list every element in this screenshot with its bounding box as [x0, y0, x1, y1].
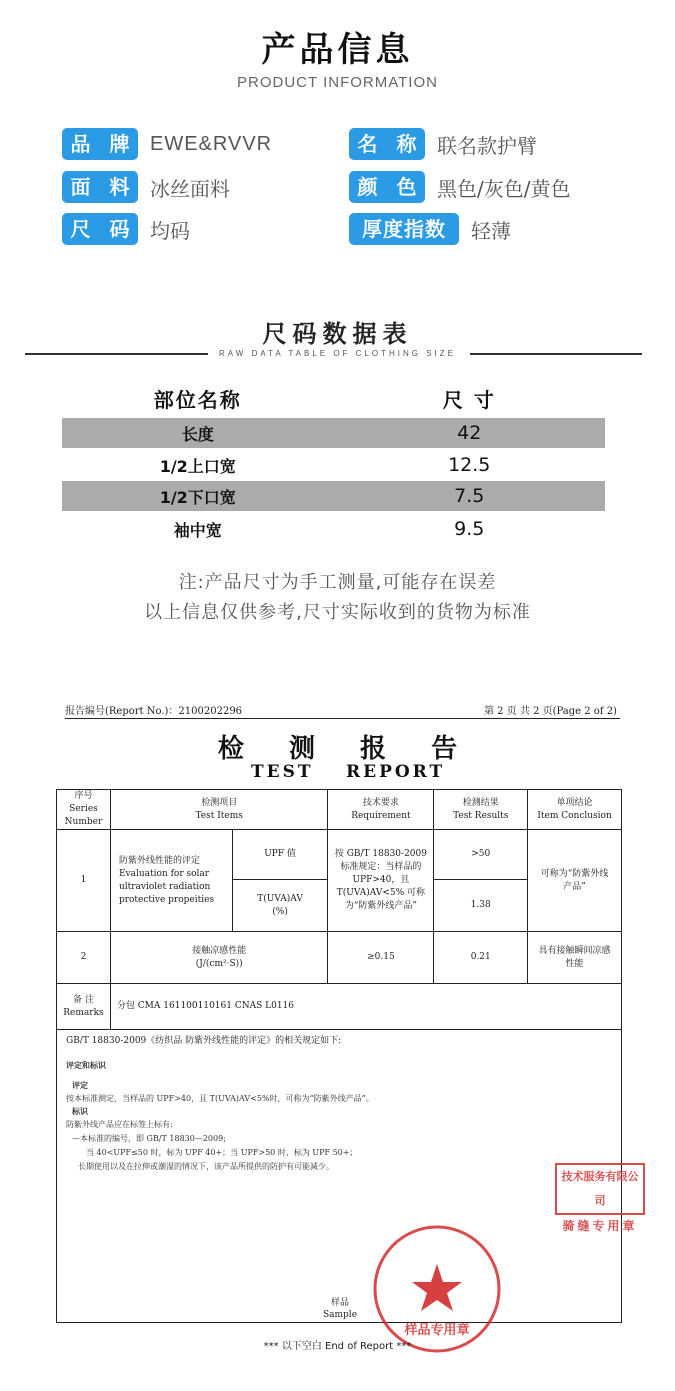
- row-size: 9.5: [454, 518, 485, 540]
- thickness-value: 轻薄: [471, 218, 511, 243]
- standard-line: 标识: [72, 1106, 88, 1116]
- row2-item: 接触凉感性能 (J/(cm²·S)): [110, 932, 328, 984]
- report-number: 报告编号(Report No.)：2100202296: [65, 706, 243, 717]
- brand-value: EWE&RVVR: [150, 132, 273, 155]
- end-of-report: *** 以下空白 End of Report ***: [263, 1341, 412, 1352]
- row-size: 12.5: [448, 454, 491, 476]
- table-row: [62, 514, 605, 544]
- name-label: 名 称: [349, 128, 425, 160]
- table-row: [62, 418, 605, 448]
- seal-round-text: 样品专用章: [404, 1323, 470, 1338]
- size-table-subtitle: RAW DATA TABLE OF CLOTHING SIZE: [218, 349, 457, 358]
- thickness-label: 厚度指数: [349, 213, 459, 245]
- report-page-info: 第 2 页 共 2 页(Page 2 of 2): [484, 706, 617, 717]
- color-value: 黑色/灰色/黄色: [437, 176, 571, 201]
- report-row-1a: [57, 830, 622, 880]
- row2-result: 0.21: [434, 932, 528, 984]
- standard-line: —本标准的编号，即 GB/T 18830—2009;: [72, 1134, 226, 1143]
- info-thickness: [349, 213, 511, 245]
- row-part: 长度: [181, 424, 214, 444]
- row-part: 1/2下口宽: [159, 487, 236, 507]
- size-table-title: 尺码数据表: [262, 320, 413, 348]
- col-part-header: 部位名称: [153, 388, 242, 412]
- measurement-note: 注:产品尺寸为手工测量,可能存在误差: [178, 572, 497, 593]
- report-title: 检 测 报 告: [217, 734, 476, 764]
- report-remarks-row: [57, 984, 622, 1030]
- report-rule: [65, 718, 620, 719]
- row2-requirement: ≥0.15: [328, 932, 434, 984]
- size-table-header: [62, 384, 605, 414]
- standard-line: 评定: [72, 1080, 88, 1090]
- row-size: 7.5: [454, 485, 485, 507]
- fabric-value: 冰丝面料: [150, 176, 230, 201]
- size-label: 尺 码: [62, 213, 138, 245]
- info-size: [62, 213, 190, 245]
- row2-seq: 2: [57, 932, 111, 984]
- col-size-header: 尺 寸: [442, 388, 496, 412]
- brand-label: 品 牌: [62, 128, 138, 160]
- table-row: [62, 450, 605, 480]
- header-item: 检测项目 Test Items: [110, 790, 328, 830]
- standard-title: GB/T 18830-2009《纺织品 防紫外线性能的评定》的相关规定如下:: [66, 1036, 342, 1046]
- remarks-value: 分包 CMA 161100110161 CNAS L0116: [110, 984, 621, 1030]
- info-fabric: [62, 171, 230, 203]
- row1-item: 防紫外线性能的评定 Evaluation for solar ultraviolet radiation protective propeities: [110, 830, 232, 932]
- remarks-label: 备 注 Remarks: [57, 984, 111, 1030]
- header-result: 检测结果 Test Results: [434, 790, 528, 830]
- header-conclusion: 单项结论 Item Conclusion: [528, 790, 622, 830]
- report-title-en-2: REPORT: [346, 762, 446, 782]
- report-title-en-1: TEST: [251, 762, 314, 782]
- header-seq: 序号 Series Number: [57, 790, 111, 830]
- info-color: [349, 171, 570, 203]
- row1-result-tuva: 1.38: [434, 880, 528, 932]
- color-label: 颜 色: [349, 171, 425, 203]
- row1-result-upf: >50: [434, 830, 528, 880]
- reference-note: 以上信息仅供参考,尺寸实际收到的货物为标准: [144, 602, 531, 623]
- seam-seal: 技术服务有限公司 骑缝专用章: [555, 1163, 645, 1215]
- info-brand: [62, 128, 272, 160]
- report-header-row: [57, 790, 622, 830]
- standard-line: 防紫外线产品应在标签上标有:: [66, 1120, 173, 1129]
- report-table: [56, 789, 622, 1030]
- standard-line: 按本标准测定，当样品的 UPF>40，且 T(UVA)AV<5%时，可称为“防紫外线产品”。: [66, 1094, 374, 1103]
- fabric-label: 面 料: [62, 171, 138, 203]
- row1-sub-tuva: T(UVA)AV (%): [232, 880, 328, 932]
- page-title: 产品信息: [261, 30, 414, 70]
- row1-requirement: 按 GB/T 18830-2009 标准规定：当样品的 UPF>40，且 T(UVA)AV<5% 可称为“防紫外线产品”: [328, 830, 434, 932]
- size-value: 均码: [150, 218, 190, 243]
- info-name: [349, 128, 537, 160]
- standard-line: 长期使用以及在拉伸或潮湿的情况下，该产品所提供的防护有可能减少。: [78, 1162, 334, 1171]
- page-subtitle: PRODUCT INFORMATION: [237, 74, 438, 91]
- row1-conclusion: 可称为“防紫外线产品”: [528, 830, 622, 932]
- row-part: 袖中宽: [173, 520, 222, 540]
- standard-line: 当 40<UPF≤50 时，标为 UPF 40+；当 UPF>50 时，标为 UPF 50+；: [86, 1148, 358, 1157]
- row-part: 1/2上口宽: [159, 456, 236, 476]
- sample-seal-icon: [370, 1222, 504, 1356]
- row1-sub-upf: UPF 值: [232, 830, 328, 880]
- header-requirement: 技术要求 Requirement: [328, 790, 434, 830]
- table-row: [62, 481, 605, 511]
- row-size: 42: [457, 422, 482, 444]
- standard-line: 评定和标识: [66, 1060, 106, 1070]
- row1-seq: 1: [57, 830, 111, 932]
- row2-conclusion: 具有接触瞬间凉感性能: [528, 932, 622, 984]
- sample-label: 样品 Sample: [322, 1298, 358, 1320]
- report-row-2: [57, 932, 622, 984]
- name-value: 联名款护臂: [437, 133, 537, 158]
